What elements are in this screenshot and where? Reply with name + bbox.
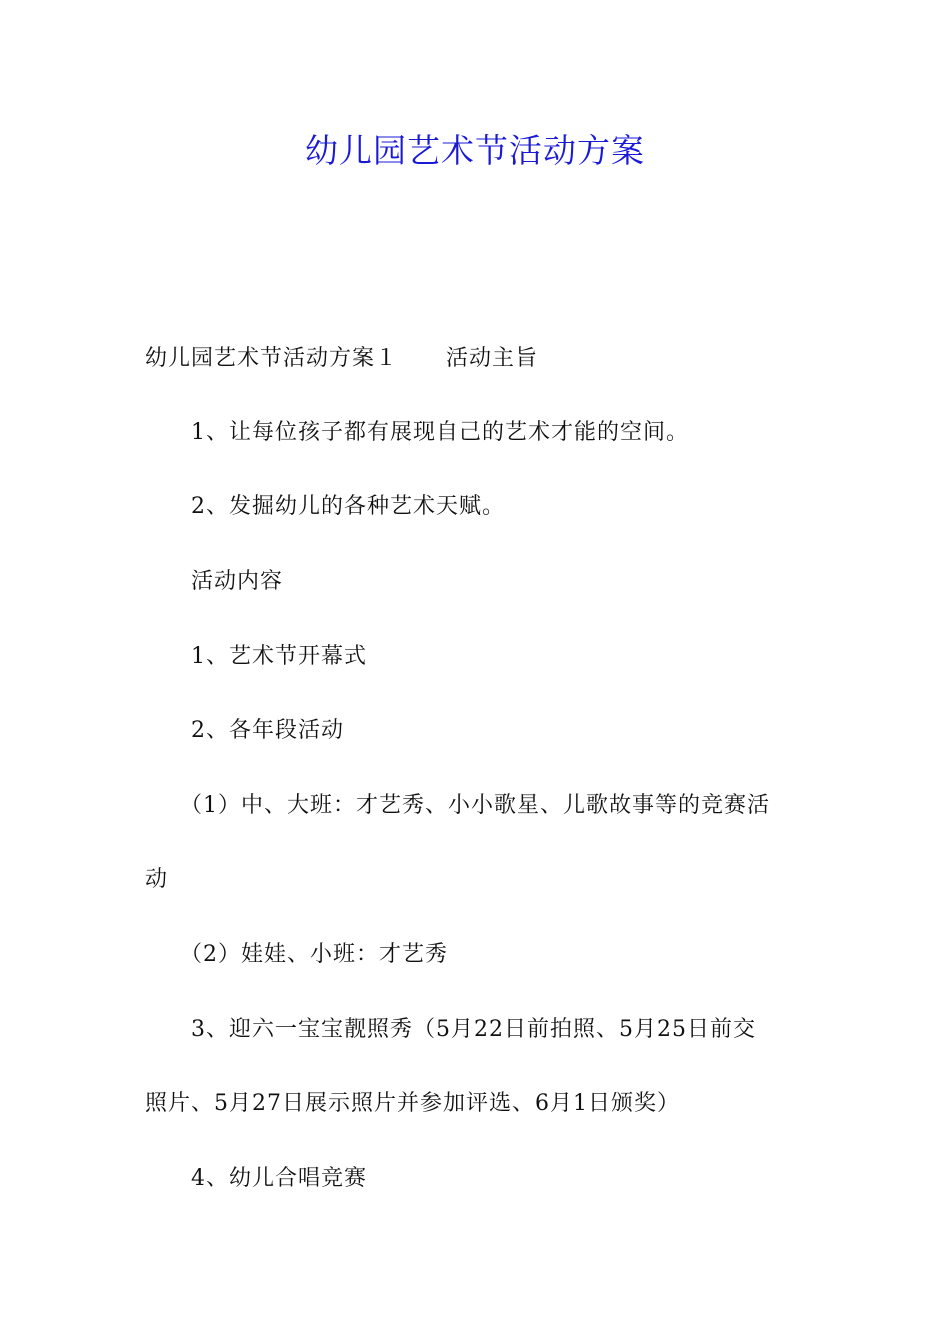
paragraph-line: 活动内容 bbox=[191, 569, 284, 594]
paragraph-line: 照片、5月27日展示照片并参加评选、6月1日颁奖） bbox=[145, 1091, 680, 1116]
paragraph-line: 4、幼儿合唱竞赛 bbox=[191, 1166, 367, 1191]
paragraph-line: （2）娃娃、小班：才艺秀 bbox=[180, 942, 448, 967]
paragraph-line: 3、迎六一宝宝靓照秀（5月22日前拍照、5月25日前交 bbox=[191, 1017, 756, 1042]
document-title: 幼儿园艺术节活动方案 bbox=[305, 131, 645, 170]
heading-left-text: 幼儿园艺术节活动方案１ bbox=[145, 346, 399, 371]
section-heading bbox=[145, 343, 538, 375]
paragraph-line: （1）中、大班：才艺秀、小小歌星、儿歌故事等的竞赛活 bbox=[180, 793, 770, 818]
paragraph-line: 1、艺术节开幕式 bbox=[191, 644, 367, 669]
paragraph-line: 动 bbox=[145, 867, 169, 892]
paragraph-line: 2、各年段活动 bbox=[191, 718, 344, 743]
paragraph-line: 2、发掘幼儿的各种艺术天赋。 bbox=[191, 494, 505, 519]
paragraph-line: 1、让每位孩子都有展现自己的艺术才能的空间。 bbox=[191, 420, 689, 445]
heading-right-text: 活动主旨 bbox=[446, 346, 539, 371]
